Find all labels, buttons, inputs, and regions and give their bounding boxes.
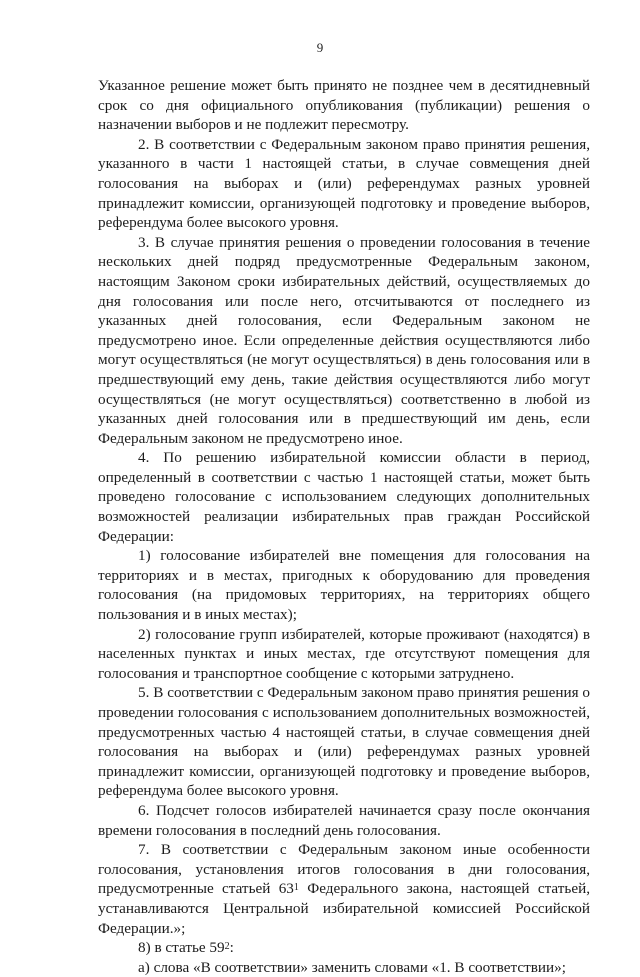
- paragraph: 4. По решению избирательной комиссии области в период, определенный в соответствии с частью 1 настоящей статьи, может быть проведено голосование с использованием следующих дополнительных возможностей реализации избирательных прав граждан Российской Федерации:: [98, 449, 590, 545]
- superscript: 2: [224, 940, 230, 952]
- paragraph: 5. В соответствии с Федеральным законом право принятия решения о проведении голосования с использованием дополнительных возможностей, предусмотренных частью 4 настоящей статьи, в случае совмещения дней голосования на выборах и (или) референдумах разных уровней принадлежит комиссии, организующей подготовку и проведение выборов, референдума более высокого уровня.: [98, 684, 590, 800]
- text-run: 8) в статье 59: [138, 939, 225, 957]
- text-run: 7. В соответствии с Федеральным законом иные особенности голосования, установления итогов голосования в дни голосования, предусмотренные статьей 63: [98, 841, 590, 898]
- text-run: Федерального закона, настоящей статьей, устанавливаются Центральной избирательной комиссией Российской Федерации.»;: [98, 880, 591, 937]
- paragraph: Указанное решение может быть принято не позднее чем в десятидневный срок со дня официального опубликования (публикации) решения о назначении выборов и не подлежит пересмотру.: [98, 77, 590, 134]
- list-item: а) слова «В соответствии» заменить словами «1. В соответствии»;: [138, 958, 566, 976]
- paragraph: 6. Подсчет голосов избирателей начинается сразу после окончания времени голосования в последний день голосования.: [98, 801, 590, 839]
- paragraph-article-59: [98, 938, 590, 958]
- paragraph: 2. В соответствии с Федеральным законом право принятия решения, указанного в части 1 настоящей статьи, в случае совмещения дней голосования на выборах и (или) референдумах разных уровней принадлежит комиссии, организующей подготовку и проведение выборов, референдума более высокого уровня.: [98, 135, 590, 232]
- list-item: 2) голосование групп избирателей, которые проживают (находятся) в населенных пунктах и иных местах, где отсутствуют помещения для голосования и транспортное сообщение с которыми затруднено.: [98, 625, 590, 682]
- paragraph-article-7: [98, 840, 590, 938]
- text-run: :: [229, 939, 234, 957]
- paragraph: 3. В случае принятия решения о проведении голосования в течение нескольких дней подряд предусмотренные Федеральным законом, настоящим Законом сроки избирательных действий, осуществляемых до дня голосования или после него, отсчитываются от последнего из указанных дней голосования, если Федеральным законом не предусмотрено иное. Если определенные действия осуществляются либо могут осуществляться (не могут осуществляться) в день голосования или в предшествующий ему день, такие действия осуществляются либо могут осуществляться (не могут осуществляться) соответственно в любой из указанных дней голосования или в предшествующий им день, если Федеральным законом не предусмотрено иное.: [98, 233, 590, 447]
- page-number: 9: [316, 40, 324, 55]
- superscript: 1: [293, 881, 299, 893]
- list-item: 1) голосование избирателей вне помещения для голосования на территориях и в местах, пригодных к оборудованию для проведения голосования (на придомовых территориях, на территориях общего пользования и в иных местах);: [98, 547, 590, 624]
- document-body: [98, 76, 590, 977]
